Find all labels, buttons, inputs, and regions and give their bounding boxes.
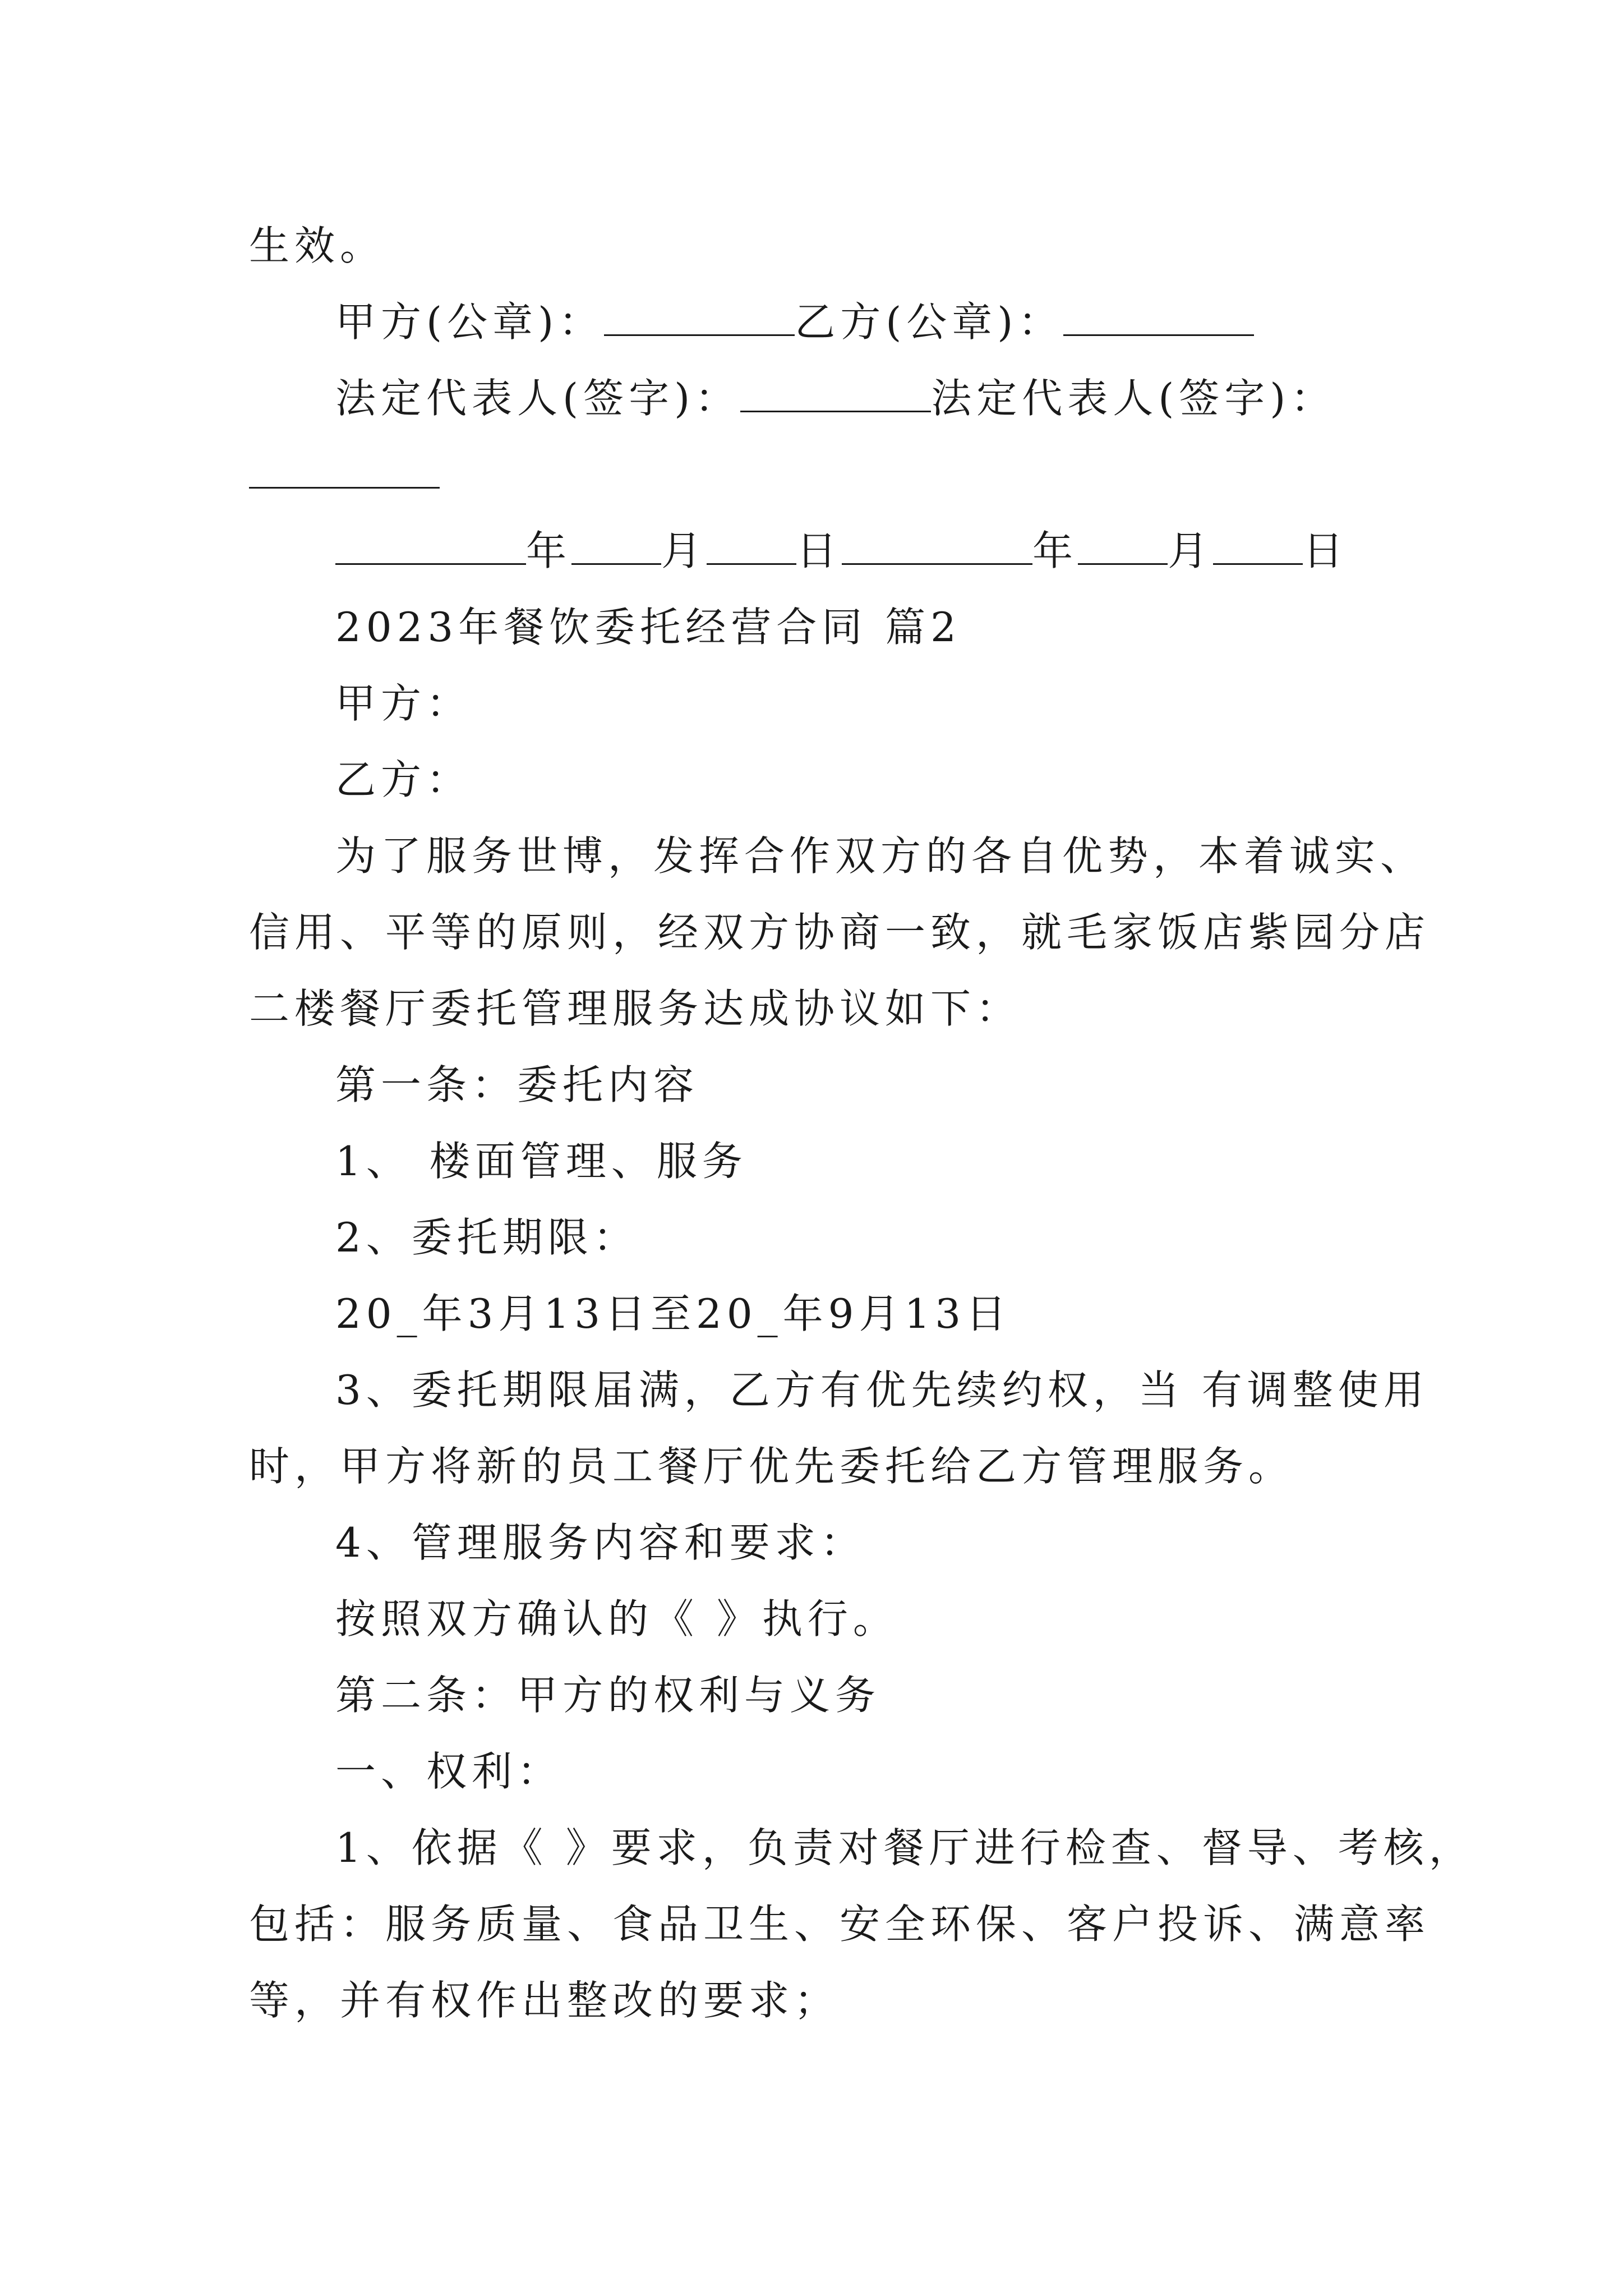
text-line: 1、 楼面管理、服务 (335, 1138, 748, 1185)
party-b-seal-blank (1063, 301, 1254, 336)
party-b-line: 乙方： (335, 756, 472, 803)
party-b-month-blank (1078, 530, 1168, 565)
date-line: 年 月 日 年 月 日 (249, 513, 1399, 589)
party-b-rep-blank (249, 453, 440, 489)
signature-line (249, 360, 1399, 436)
signature-blank-line (249, 436, 1399, 513)
party-a-seal-blank (604, 301, 795, 336)
text-line: 等，并有权作出整改的要求； (249, 1977, 840, 2024)
text-line: 信用、平等的原则，经双方协商一致，就毛家饭店紫园分店 (249, 909, 1431, 956)
party-b-rep-label: 法定代表人(签字)： (931, 375, 1336, 422)
text-line: 2、委托期限： (335, 1214, 639, 1261)
party-a-rep-blank (740, 377, 931, 412)
text-line: 4、管理服务内容和要求： (335, 1519, 866, 1566)
text-line: 包括：服务质量、食品卫生、安全环保、客户投诉、满意率 (249, 1901, 1431, 1948)
text-line: 为了服务世博，发挥合作双方的各自优势，本着诚实、 (335, 832, 1426, 880)
party-b-day-blank (1213, 530, 1303, 565)
party-b-seal-label: 乙方(公章)： (795, 298, 1064, 346)
article-heading: 第二条：甲方的权利与义务 (335, 1672, 881, 1719)
text-line: 一、权利： (335, 1748, 563, 1795)
party-a-day-blank (707, 530, 796, 565)
party-a-line: 甲方： (335, 680, 472, 727)
text-line: 生效。 (249, 222, 386, 269)
text-line: 二楼餐厅委托管理服务达成协议如下： (249, 985, 1022, 1032)
text-line: 20_年3月13日至20_年9月13日 (335, 1290, 1012, 1337)
text-line: 时，甲方将新的员工餐厅优先委托给乙方管理服务。 (249, 1443, 1294, 1490)
party-a-seal-label: 甲方(公章)： (335, 298, 605, 346)
contract-text (249, 208, 1474, 2039)
article-heading: 第一条：委托内容 (335, 1061, 699, 1108)
text-line: 1、依据《 》要求，负责对餐厅进行检查、督导、考核， (335, 1824, 1474, 1871)
text-line: 按照双方确认的《 》执行。 (335, 1595, 898, 1642)
party-a-rep-label: 法定代表人(签字)： (335, 375, 741, 422)
section-heading: 2023年餐饮委托经营合同 篇2 (335, 604, 961, 651)
party-a-month-blank (571, 530, 661, 565)
party-b-year-blank (842, 530, 1032, 565)
text-line: 3、委托期限届满，乙方有优先续约权，当 有调整使用 (335, 1366, 1429, 1414)
party-a-year-blank (335, 530, 526, 565)
seal-line (249, 284, 1399, 360)
